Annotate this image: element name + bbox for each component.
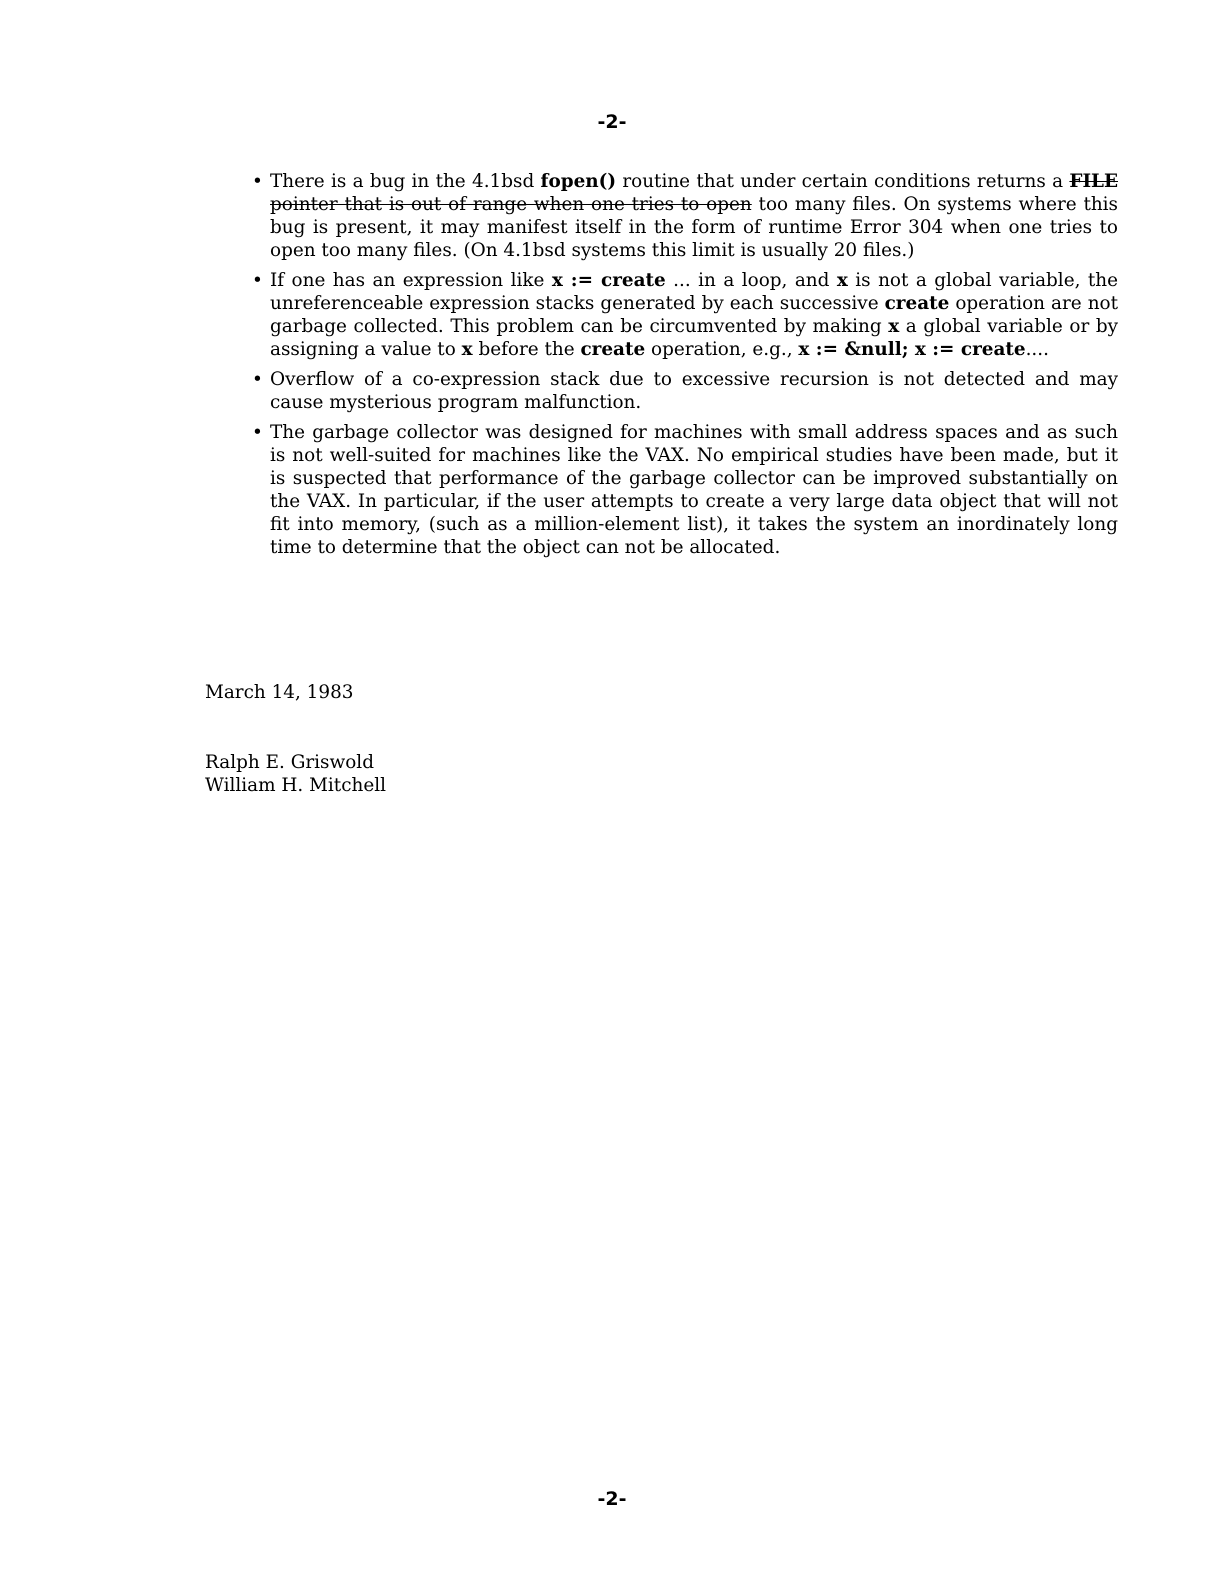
struck-text: pointer that is out of range when one tries to open — [270, 194, 752, 215]
author-name: Ralph E. Griswold — [205, 752, 374, 773]
code-example: x := &null; x := create — [798, 339, 1026, 360]
code-file: FILE — [1069, 171, 1118, 192]
bullet-icon: • — [252, 270, 263, 291]
known-bugs-list — [252, 170, 1118, 566]
page-number-header: -2- — [597, 111, 627, 133]
code-fopen: fopen() — [540, 171, 617, 192]
bullet-icon: • — [252, 422, 263, 443]
bullet-icon: • — [252, 171, 263, 192]
code-x-create: x := create — [551, 270, 666, 291]
code-create: create — [884, 293, 950, 314]
bullet-item-create-loop: • If one has an expression like x := create ... in a loop, and x is not a global variable, the unreferenceable expression stacks generated by each successive create operation are not garbage collected. This problem can be circumvented by making x a global variable or by assigning a value to x before the create operation, e.g., x := &null; x := create.... — [252, 270, 1118, 360]
code-x: x — [836, 270, 848, 291]
bullet-item-garbage-collector: • The garbage collector was designed for machines with small address spaces and as such is not well-suited for machines like the VAX. No empirical studies have been made, but it is suspected that performance of the garbage collector can be improved substantially on the VAX. In particular, if the user attempts to create a very large data object that will not fit into memory, (such as a million-element list), it takes the system an inordinately long time to determine that the object can not be allocated. — [252, 422, 1118, 558]
author-list — [205, 751, 386, 797]
code-x: x — [461, 339, 473, 360]
bullet-icon: • — [252, 369, 263, 390]
author-name: William H. Mitchell — [205, 775, 386, 796]
code-x: x — [888, 316, 900, 337]
document-date: March 14, 1983 — [205, 682, 354, 703]
page-number-footer: -2- — [597, 1488, 627, 1510]
bullet-item-stack-overflow: • Overflow of a co-expression stack due to excessive recursion is not detected and may cause mysterious program malfunction. — [252, 369, 1118, 413]
bullet-item-fopen-bug: • There is a bug in the 4.1bsd fopen() routine that under certain conditions returns a FILE pointer that is out of range when one tries to open too many files. On systems where this bug is present, it may manifest itself in the form of runtime Error 304 when one tries to open too many files. (On 4.1bsd systems this limit is usually 20 files.) — [252, 171, 1118, 261]
code-create: create — [580, 339, 646, 360]
